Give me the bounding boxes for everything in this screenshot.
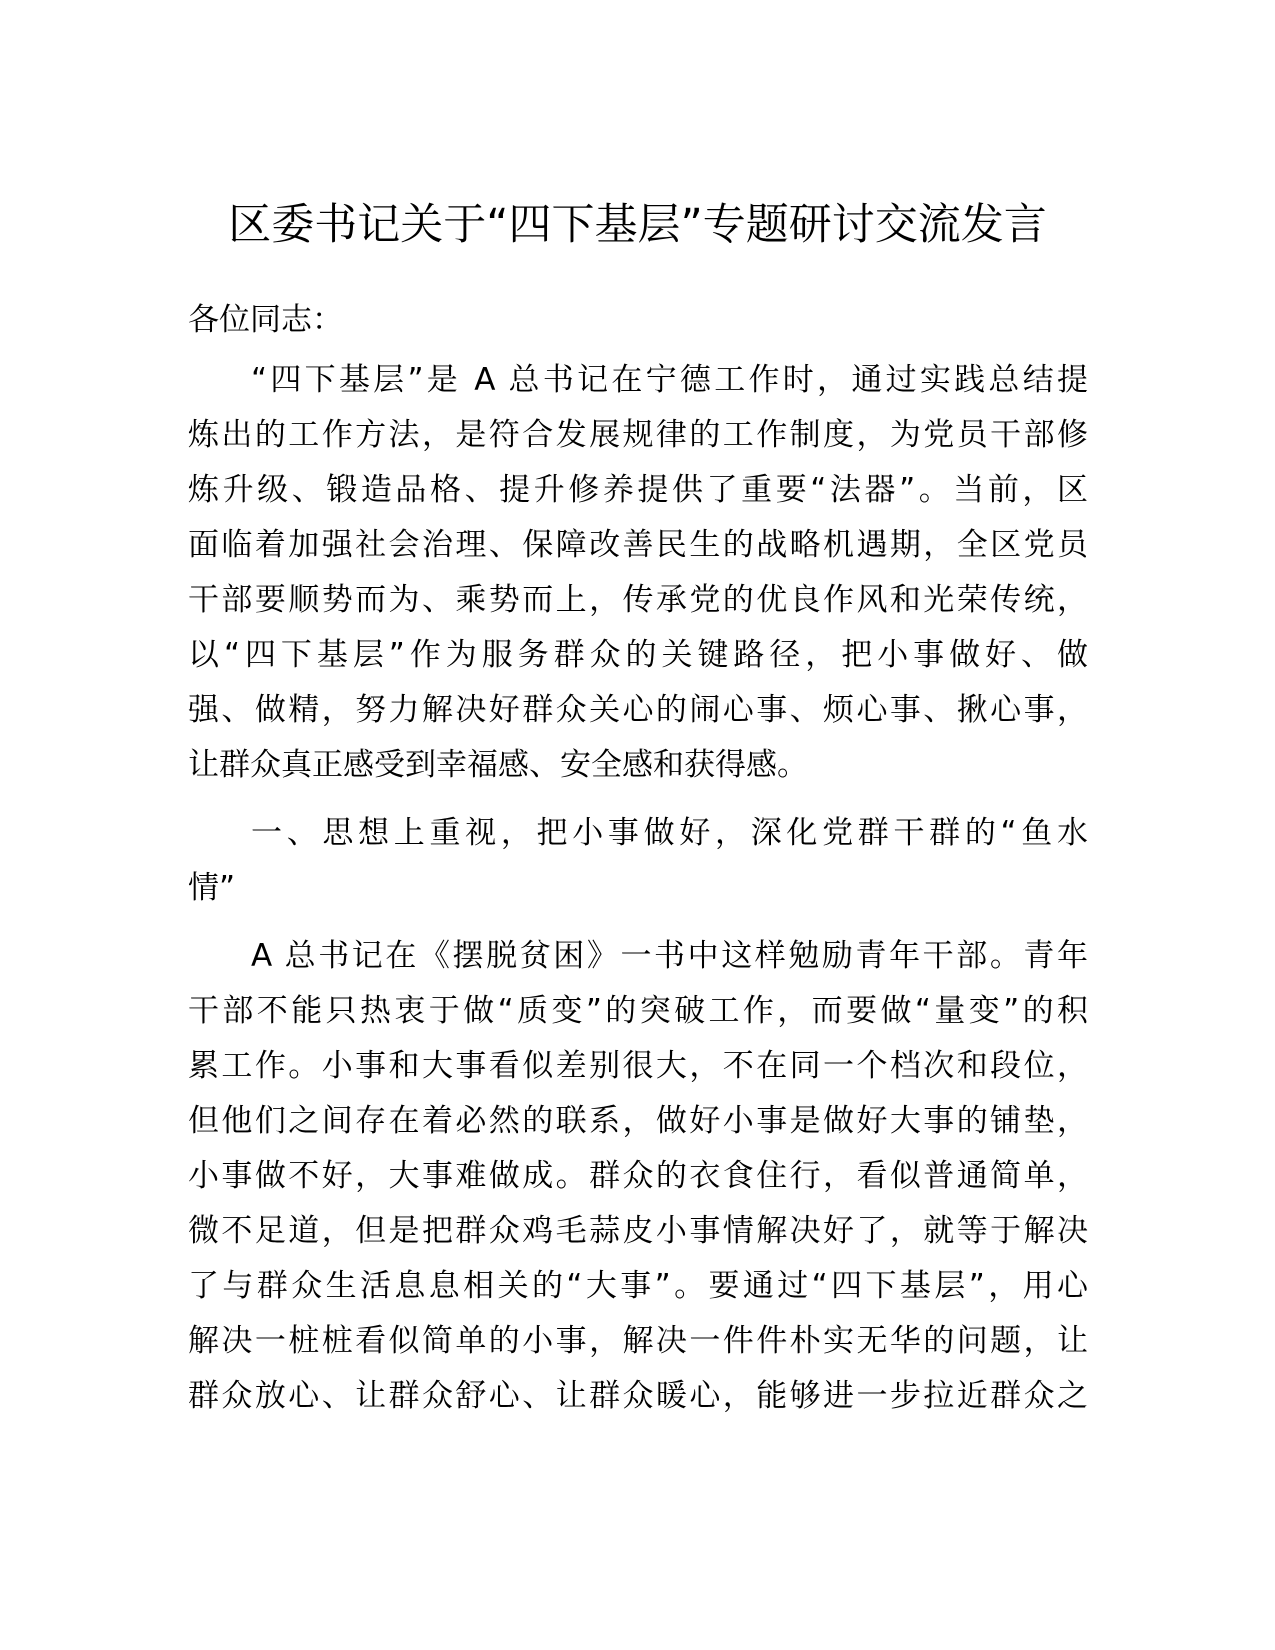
text-line: 累工作。小事和大事看似差别很大，不在同一个档次和段位， [188, 1048, 1088, 1084]
text-line: 微不足道，但是把群众鸡毛蒜皮小事情解决好了，就等于解决 [188, 1213, 1088, 1249]
text-line: 解决一桩桩看似简单的小事，解决一件件朴实无华的问题，让 [188, 1323, 1088, 1359]
text-line: 炼升级、锻造品格、提升修养提供了重要“法器”。当前，区 [188, 472, 1088, 508]
text-line: 强、做精，努力解决好群众关心的闹心事、烦心事、揪心事， [188, 692, 1088, 728]
text-line: 让群众真正感受到幸福感、安全感和获得感。 [188, 747, 808, 783]
section-heading-continued: 情” [188, 870, 236, 906]
document-title: 区委书记关于“四下基层”专题研讨交流发言 [228, 200, 1047, 250]
text-line: 以“四下基层”作为服务群众的关键路径，把小事做好、做 [188, 637, 1088, 673]
section-heading: 一、思想上重视，把小事做好，深化党群干群的“鱼水 [251, 815, 1088, 851]
text-line: “四下基层”是 A 总书记在宁德工作时，通过实践总结提 [251, 362, 1088, 398]
text-line: A 总书记在《摆脱贫困》一书中这样勉励青年干部。青年 [251, 938, 1088, 974]
text-line: 干部要顺势而为、乘势而上，传承党的优良作风和光荣传统， [188, 582, 1088, 618]
text-line: 干部不能只热衷于做“质变”的突破工作，而要做“量变”的积 [188, 993, 1088, 1029]
text-line: 但他们之间存在着必然的联系，做好小事是做好大事的铺垫， [188, 1103, 1088, 1139]
salutation: 各位同志： [188, 302, 343, 338]
text-line: 了与群众生活息息相关的“大事”。要通过“四下基层”，用心 [188, 1268, 1088, 1304]
text-line: 群众放心、让群众舒心、让群众暖心，能够进一步拉近群众之 [188, 1378, 1088, 1414]
text-line: 小事做不好，大事难做成。群众的衣食住行，看似普通简单， [188, 1158, 1088, 1194]
text-line: 炼出的工作方法，是符合发展规律的工作制度，为党员干部修 [188, 417, 1088, 453]
text-line: 面临着加强社会治理、保障改善民生的战略机遇期，全区党员 [188, 527, 1088, 563]
